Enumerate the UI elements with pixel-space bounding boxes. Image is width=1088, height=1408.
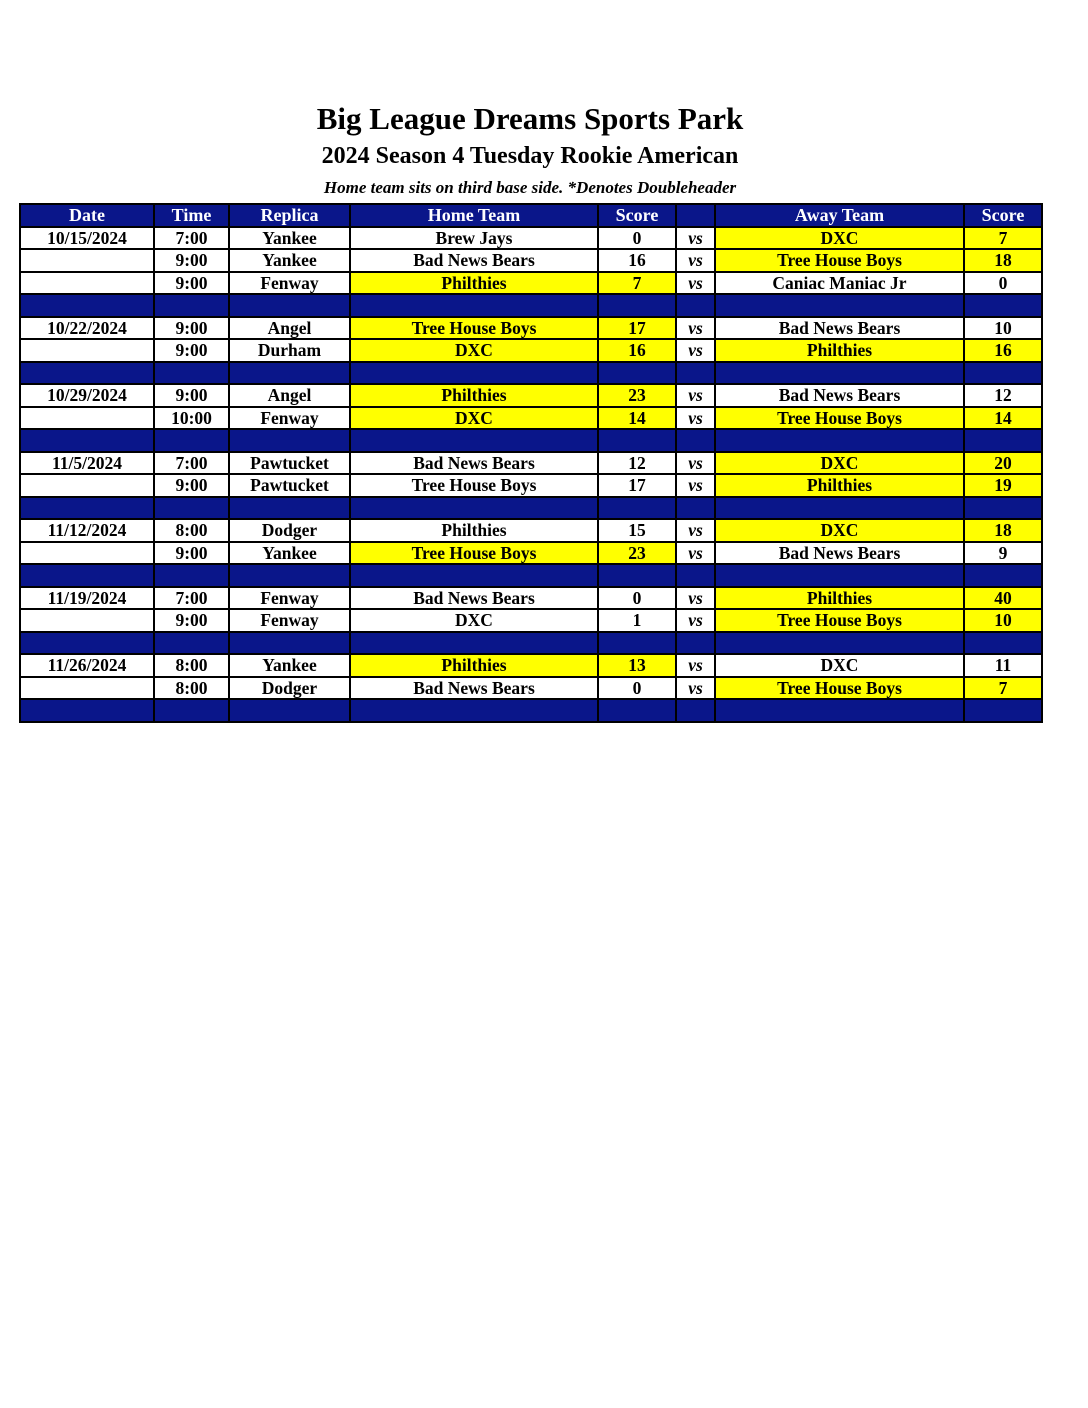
separator-cell [350,362,598,385]
home-team-cell: Tree House Boys [350,317,598,340]
separator-cell [20,294,154,317]
column-header-away-team: Away Team [715,204,964,227]
away-team-cell: Philthies [715,339,964,362]
date-cell: 11/5/2024 [20,452,154,475]
home-score-cell: 1 [598,609,676,632]
time-cell: 7:00 [154,452,229,475]
away-team-cell: Philthies [715,587,964,610]
column-header-home-team: Home Team [350,204,598,227]
away-score-cell: 10 [964,317,1042,340]
date-cell: 11/19/2024 [20,587,154,610]
vs-cell: vs [676,474,715,497]
column-header-vs [676,204,715,227]
separator-cell [676,429,715,452]
time-cell: 8:00 [154,519,229,542]
replica-field-cell: Fenway [229,272,350,295]
separator-cell [154,564,229,587]
home-score-cell: 17 [598,317,676,340]
separator-cell [20,699,154,722]
separator-row [20,699,1042,722]
away-team-cell: Caniac Maniac Jr [715,272,964,295]
date-cell [20,339,154,362]
separator-row [20,362,1042,385]
separator-cell [20,362,154,385]
date-cell: 11/26/2024 [20,654,154,677]
time-cell: 8:00 [154,654,229,677]
date-cell: 10/29/2024 [20,384,154,407]
game-row [20,452,1042,475]
away-team-cell: Tree House Boys [715,677,964,700]
separator-cell [154,699,229,722]
home-score-cell: 23 [598,542,676,565]
vs-cell: vs [676,407,715,430]
vs-cell: vs [676,272,715,295]
vs-cell: vs [676,317,715,340]
column-header-home-score: Score [598,204,676,227]
date-cell [20,407,154,430]
vs-cell: vs [676,227,715,250]
home-team-cell: DXC [350,339,598,362]
separator-cell [598,699,676,722]
page-subtitle: 2024 Season 4 Tuesday Rookie American [321,143,739,169]
separator-cell [964,564,1042,587]
separator-cell [676,294,715,317]
home-score-cell: 0 [598,677,676,700]
date-cell: 11/12/2024 [20,519,154,542]
separator-cell [154,294,229,317]
home-score-cell: 17 [598,474,676,497]
separator-cell [350,429,598,452]
home-score-cell: 13 [598,654,676,677]
home-team-cell: Bad News Bears [350,249,598,272]
date-cell [20,249,154,272]
game-row [20,227,1042,250]
separator-cell [350,564,598,587]
away-score-cell: 18 [964,519,1042,542]
column-header-away-score: Score [964,204,1042,227]
game-row [20,677,1042,700]
separator-row [20,294,1042,317]
game-row [20,407,1042,430]
home-team-cell: Tree House Boys [350,542,598,565]
separator-cell [964,632,1042,655]
vs-cell: vs [676,654,715,677]
time-cell: 9:00 [154,317,229,340]
separator-row [20,632,1042,655]
separator-cell [715,497,964,520]
separator-cell [964,429,1042,452]
time-cell: 9:00 [154,384,229,407]
vs-cell: vs [676,452,715,475]
vs-cell: vs [676,519,715,542]
game-row [20,339,1042,362]
replica-field-cell: Angel [229,384,350,407]
home-team-cell: Philthies [350,654,598,677]
column-header-date: Date [20,204,154,227]
separator-cell [715,429,964,452]
separator-cell [350,632,598,655]
away-score-cell: 11 [964,654,1042,677]
home-team-cell: DXC [350,609,598,632]
separator-cell [598,429,676,452]
separator-cell [229,362,350,385]
game-row [20,384,1042,407]
separator-cell [154,362,229,385]
separator-cell [154,632,229,655]
replica-field-cell: Dodger [229,519,350,542]
separator-cell [964,497,1042,520]
separator-cell [964,699,1042,722]
home-score-cell: 14 [598,407,676,430]
away-score-cell: 7 [964,677,1042,700]
time-cell: 9:00 [154,474,229,497]
separator-cell [20,497,154,520]
game-row [20,542,1042,565]
away-team-cell: DXC [715,519,964,542]
game-row [20,272,1042,295]
replica-field-cell: Fenway [229,407,350,430]
vs-cell: vs [676,542,715,565]
separator-cell [715,564,964,587]
home-team-cell: Bad News Bears [350,587,598,610]
game-row [20,609,1042,632]
time-cell: 9:00 [154,542,229,565]
home-team-cell: Brew Jays [350,227,598,250]
separator-cell [676,497,715,520]
replica-field-cell: Yankee [229,654,350,677]
away-score-cell: 18 [964,249,1042,272]
separator-cell [715,699,964,722]
separator-cell [676,564,715,587]
schedule-note: Home team sits on third base side. *Denotes Doubleheader [323,178,737,197]
date-cell [20,609,154,632]
home-team-cell: Bad News Bears [350,452,598,475]
page-title: Big League Dreams Sports Park [316,101,744,136]
home-team-cell: DXC [350,407,598,430]
separator-cell [715,632,964,655]
away-score-cell: 9 [964,542,1042,565]
date-cell: 10/15/2024 [20,227,154,250]
replica-field-cell: Yankee [229,542,350,565]
separator-cell [229,497,350,520]
separator-cell [350,699,598,722]
replica-field-cell: Pawtucket [229,452,350,475]
time-cell: 7:00 [154,227,229,250]
schedule-table [19,203,1043,723]
home-score-cell: 16 [598,339,676,362]
time-cell: 8:00 [154,677,229,700]
time-cell: 10:00 [154,407,229,430]
replica-field-cell: Dodger [229,677,350,700]
game-row [20,317,1042,340]
replica-field-cell: Pawtucket [229,474,350,497]
separator-cell [20,429,154,452]
replica-field-cell: Yankee [229,249,350,272]
away-team-cell: Tree House Boys [715,249,964,272]
away-team-cell: Bad News Bears [715,317,964,340]
away-team-cell: DXC [715,452,964,475]
away-score-cell: 10 [964,609,1042,632]
separator-row [20,497,1042,520]
separator-cell [598,294,676,317]
header-row [20,204,1042,227]
column-header-replica: Replica [229,204,350,227]
away-score-cell: 14 [964,407,1042,430]
home-score-cell: 7 [598,272,676,295]
away-score-cell: 40 [964,587,1042,610]
separator-row [20,429,1042,452]
time-cell: 9:00 [154,609,229,632]
column-header-time: Time [154,204,229,227]
game-row [20,249,1042,272]
separator-cell [229,429,350,452]
home-team-cell: Tree House Boys [350,474,598,497]
schedule-body [20,227,1042,722]
separator-cell [229,699,350,722]
away-team-cell: DXC [715,227,964,250]
time-cell: 9:00 [154,272,229,295]
game-row [20,519,1042,542]
date-cell [20,474,154,497]
away-score-cell: 20 [964,452,1042,475]
separator-cell [154,429,229,452]
separator-cell [964,362,1042,385]
game-row [20,587,1042,610]
away-score-cell: 0 [964,272,1042,295]
game-row [20,474,1042,497]
separator-cell [154,497,229,520]
home-score-cell: 12 [598,452,676,475]
away-team-cell: DXC [715,654,964,677]
home-team-cell: Philthies [350,384,598,407]
home-score-cell: 0 [598,227,676,250]
game-row [20,654,1042,677]
separator-cell [715,294,964,317]
vs-cell: vs [676,249,715,272]
separator-cell [350,497,598,520]
separator-cell [229,564,350,587]
separator-cell [598,632,676,655]
home-team-cell: Philthies [350,272,598,295]
away-team-cell: Bad News Bears [715,384,964,407]
home-score-cell: 23 [598,384,676,407]
replica-field-cell: Angel [229,317,350,340]
separator-cell [598,564,676,587]
away-score-cell: 19 [964,474,1042,497]
separator-cell [229,294,350,317]
separator-cell [598,362,676,385]
time-cell: 7:00 [154,587,229,610]
vs-cell: vs [676,677,715,700]
away-team-cell: Philthies [715,474,964,497]
time-cell: 9:00 [154,249,229,272]
time-cell: 9:00 [154,339,229,362]
home-score-cell: 16 [598,249,676,272]
replica-field-cell: Fenway [229,587,350,610]
away-score-cell: 16 [964,339,1042,362]
separator-cell [964,294,1042,317]
separator-cell [350,294,598,317]
home-team-cell: Bad News Bears [350,677,598,700]
date-cell [20,677,154,700]
separator-cell [676,699,715,722]
away-team-cell: Bad News Bears [715,542,964,565]
away-team-cell: Tree House Boys [715,609,964,632]
separator-cell [676,632,715,655]
separator-cell [229,632,350,655]
vs-cell: vs [676,609,715,632]
separator-row [20,564,1042,587]
vs-cell: vs [676,384,715,407]
away-team-cell: Tree House Boys [715,407,964,430]
separator-cell [20,632,154,655]
date-cell [20,542,154,565]
replica-field-cell: Fenway [229,609,350,632]
home-score-cell: 0 [598,587,676,610]
home-team-cell: Philthies [350,519,598,542]
date-cell [20,272,154,295]
separator-cell [715,362,964,385]
separator-cell [598,497,676,520]
replica-field-cell: Yankee [229,227,350,250]
date-cell: 10/22/2024 [20,317,154,340]
replica-field-cell: Durham [229,339,350,362]
away-score-cell: 7 [964,227,1042,250]
home-score-cell: 15 [598,519,676,542]
separator-cell [20,564,154,587]
separator-cell [676,362,715,385]
vs-cell: vs [676,339,715,362]
away-score-cell: 12 [964,384,1042,407]
vs-cell: vs [676,587,715,610]
